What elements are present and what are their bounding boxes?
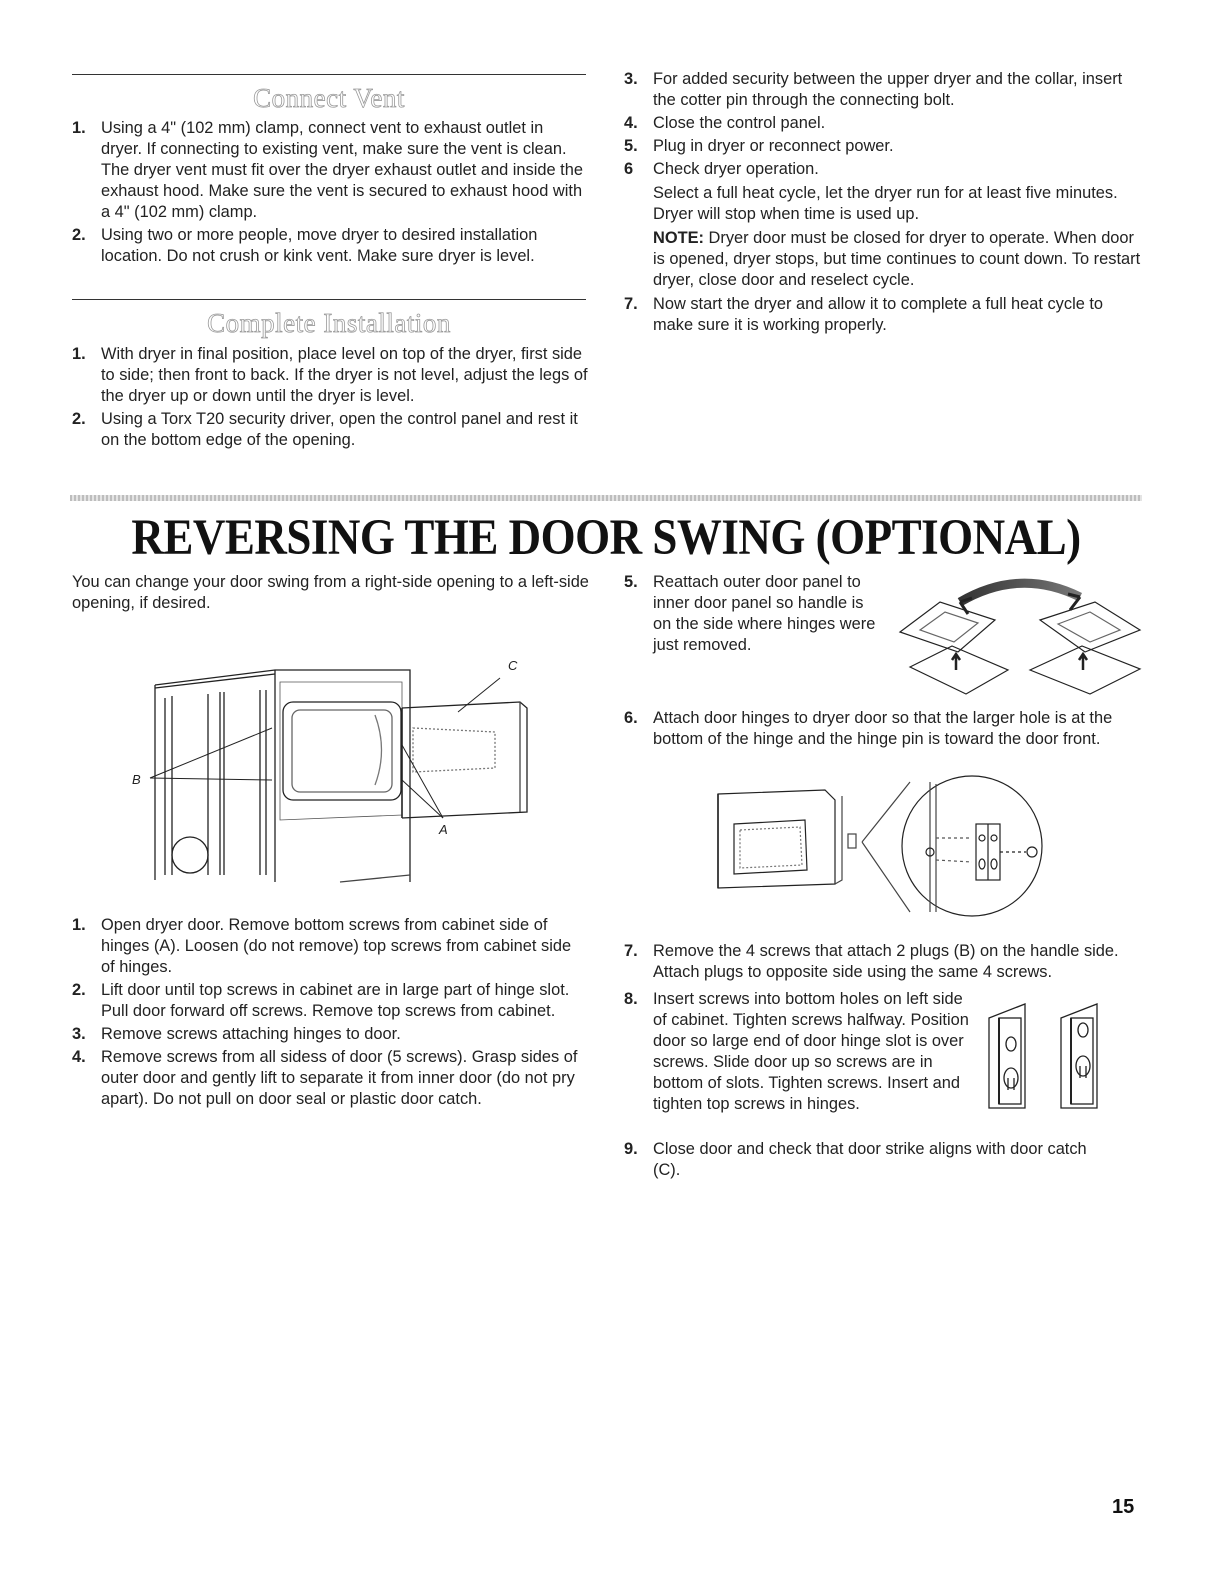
note-label: NOTE: <box>653 229 704 247</box>
complete-installation-rule <box>72 299 586 300</box>
complete-installation-steps-left <box>72 344 588 453</box>
list-item: 2. Using a Torx T20 security driver, open the control panel and rest it on the bottom edge of the opening. <box>72 410 578 449</box>
step-9 <box>624 1139 1094 1183</box>
step-8 <box>624 989 980 1117</box>
intro-text: You can change your door swing from a right-side opening to a left-side opening, if desired. <box>72 573 589 612</box>
list-item: 8. Insert screws into bottom holes on left side of cabinet. Tighten screws halfway. Position door so large end of door hinge slot is over screws. Slide door up so screws are in bottom of slots. Tighten screws. Insert and tighten top screws in hinges. <box>624 990 969 1113</box>
note-paragraph <box>653 228 1144 291</box>
list-item: 4. Close the control panel. <box>624 114 826 132</box>
label-a: A <box>439 822 448 837</box>
list-item: 5. Plug in dryer or reconnect power. <box>624 137 894 155</box>
label-b: B <box>132 772 141 787</box>
step6-detail: Select a full heat cycle, let the dryer run for at least five minutes. Dryer will stop when time is used up. <box>653 184 1118 223</box>
door-panel-figure <box>890 572 1152 696</box>
page-number: 15 <box>1112 1496 1135 1518</box>
list-item: 2. Using two or more people, move dryer to desired installation location. Do not crush or kink vent. Make sure dryer is level. <box>72 226 538 265</box>
page-title: REVERSING THE DOOR SWING (OPTIONAL) <box>131 509 1081 566</box>
list-item: 9. Close door and check that door strike aligns with door catch (C). <box>624 1140 1087 1179</box>
complete-installation-title: Complete Installation <box>207 308 451 338</box>
list-item: 2. Lift door until top screws in cabinet are in large part of hinge slot. Pull door forward off screws. Remove top screws from cabinet. <box>72 981 570 1020</box>
list-item: 7. Remove the 4 screws that attach 2 plugs (B) on the handle side. Attach plugs to opposite side using the same 4 screws. <box>624 942 1119 981</box>
list-item: 3. For added security between the upper dryer and the collar, insert the cotter pin through the connecting bolt. <box>624 70 1123 109</box>
list-item: 7. Now start the dryer and allow it to complete a full heat cycle to make sure it is working properly. <box>624 295 1104 334</box>
section-banner <box>70 495 1142 501</box>
list-item: 1. With dryer in final position, place level on top of the dryer, first side to side; then front to back. If the dryer is not level, adjust the legs of the dryer up or down until the dryer is level. <box>72 345 588 405</box>
step-5 <box>624 572 886 658</box>
connect-vent-title: Connect Vent <box>253 83 405 113</box>
reversing-steps-left <box>72 915 588 1112</box>
hinge-slot-figure <box>985 1000 1125 1110</box>
step-7 <box>624 941 1144 985</box>
list-item: 6. Attach door hinges to dryer door so that the larger hole is at the bottom of the hinge and the hinge pin is toward the door front. <box>624 709 1113 748</box>
list-item: 1. Using a 4" (102 mm) clamp, connect vent to exhaust outlet in dryer. If connecting to existing vent, make sure the vent is clean. The dryer vent must fit over the dryer exhaust outlet and inside the exhaust hood. Make sure the vent is secured to exhaust hood with a 4" (102 mm) clamp. <box>72 119 583 221</box>
list-item: 3. Remove screws attaching hinges to door. <box>72 1025 401 1043</box>
list-item: 4. Remove screws from all sidess of door (5 screws). Grasp sides of outer door and gently lift to separate it from inner door (do not pry apart). Do not pull on door seal or plastic door catch. <box>72 1048 578 1108</box>
hinge-attach-figure <box>710 772 1050 924</box>
label-c: C <box>508 658 518 673</box>
list-item: 1. Open dryer door. Remove bottom screws from cabinet side of hinges (A). Loosen (do not remove) top screws from cabinet side of hinges. <box>72 916 572 976</box>
connect-vent-rule <box>72 74 586 75</box>
list-item: 6 Check dryer operation. <box>624 160 819 178</box>
connect-vent-steps <box>72 118 588 269</box>
complete-installation-steps-right <box>624 69 1144 338</box>
note-text: Dryer door must be closed for dryer to operate. When door is opened, dryer stops, but time continues to count down. To restart dryer, close door and reselect cycle. <box>653 229 1141 289</box>
list-item: 5. Reattach outer door panel to inner door panel so handle is on the side where hinges were just removed. <box>624 573 876 654</box>
step-6 <box>624 708 1144 752</box>
dryer-door-figure <box>120 650 550 890</box>
